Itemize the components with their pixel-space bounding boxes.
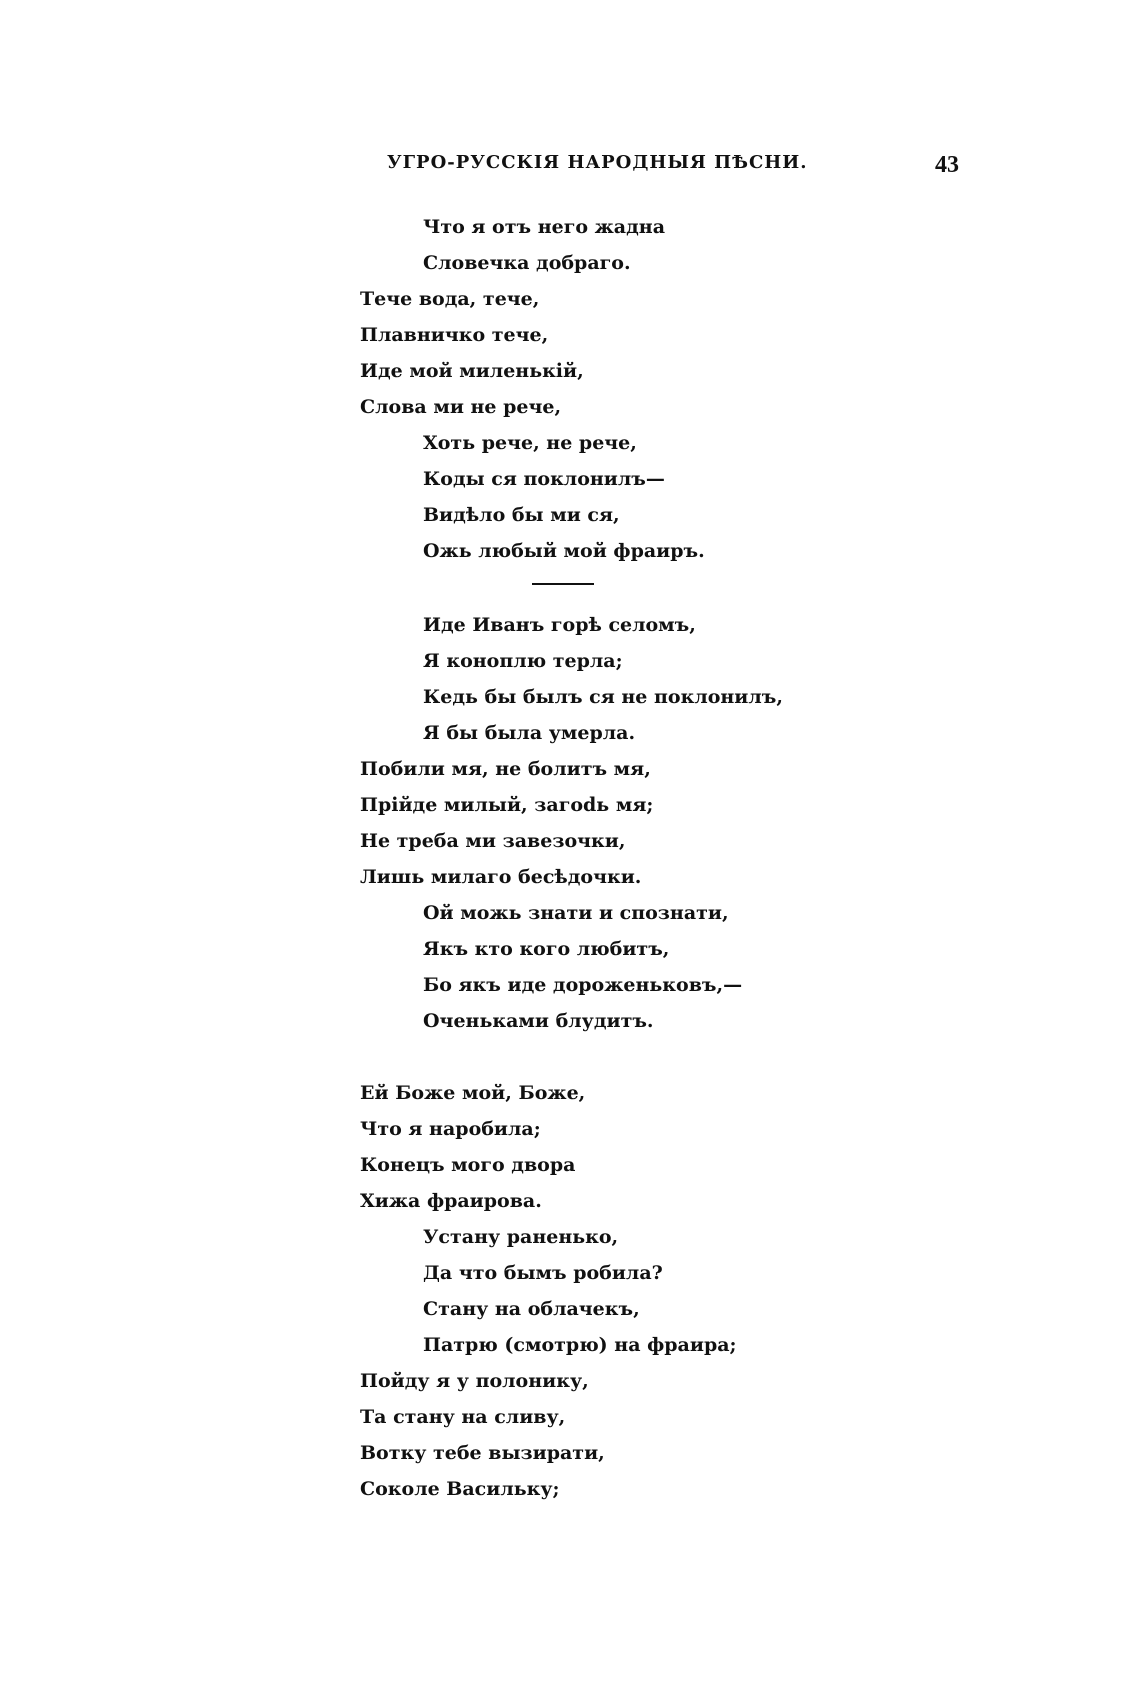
verse-line: Плавничко тече, [360,324,549,346]
verse-line: Не треба ми завезочки, [360,830,626,852]
verse-line: Лишь милаго бесѣдочки. [360,866,642,888]
verse-line: Та стану на сливу, [360,1406,566,1428]
verse-line: Ей Боже мой, Боже, [360,1082,586,1104]
verse-line: Я коноплю терла; [423,650,623,672]
verse-line: Слова ми не рече, [360,396,562,418]
verse-line: Тече вода, тече, [360,288,540,310]
verse-line: Устану раненько, [423,1226,619,1248]
verse-line: Что я отъ него жадна [423,216,665,238]
verse-line: Пойду я у полонику, [360,1370,589,1392]
verse-line: Что я наробила; [360,1118,541,1140]
section-divider [532,583,594,585]
verse-line: Стану на облачекъ, [423,1298,640,1320]
verse-line: Ой можь знати и спознати, [423,902,729,924]
verse-line: Оченьками блудитъ. [423,1010,654,1032]
verse-line: Конецъ мого двора [360,1154,576,1176]
verse-line: Прійде милый, загоdь мя; [360,794,654,816]
verse-line: Вотку тебе вызирати, [360,1442,605,1464]
verse-line: Кедь бы былъ ся не поклонилъ, [423,686,783,708]
verse-line: Ожь любый мой фраиръ. [423,540,705,562]
verse-line: Хоть рече, не рече, [423,432,637,454]
verse-line: Да что бымъ робила? [423,1262,663,1284]
verse-line: Иде мой миленькій, [360,360,584,382]
verse-line: Коды ся поклонилъ— [423,468,665,490]
stanza [360,607,920,1039]
verse-line: Бо якъ иде дороженьковъ,— [423,974,743,996]
verse-line: Патрю (смотрю) на фраира; [423,1334,737,1356]
verse-line: Якъ кто кого любитъ, [423,938,670,960]
stanza [360,1075,920,1507]
verse-line: Соколе Васильку; [360,1478,560,1500]
verse-line: Хижа фраирова. [360,1190,542,1212]
verse-line: Я бы была умерла. [423,722,636,744]
verse-line: Иде Иванъ горѣ селомъ, [423,614,696,636]
verse-line: Словечка добраго. [423,252,631,274]
verse-line: Видѣло бы ми ся, [423,504,620,526]
stanza [360,209,920,569]
running-title: УГРО-РУССКІЯ НАРОДНЫЯ ПѢСНИ. [387,152,808,173]
page-number: 43 [935,152,959,178]
poem-body [360,209,920,1507]
verse-line: Побили мя, не болитъ мя, [360,758,651,780]
stanza-gap [360,1039,920,1075]
